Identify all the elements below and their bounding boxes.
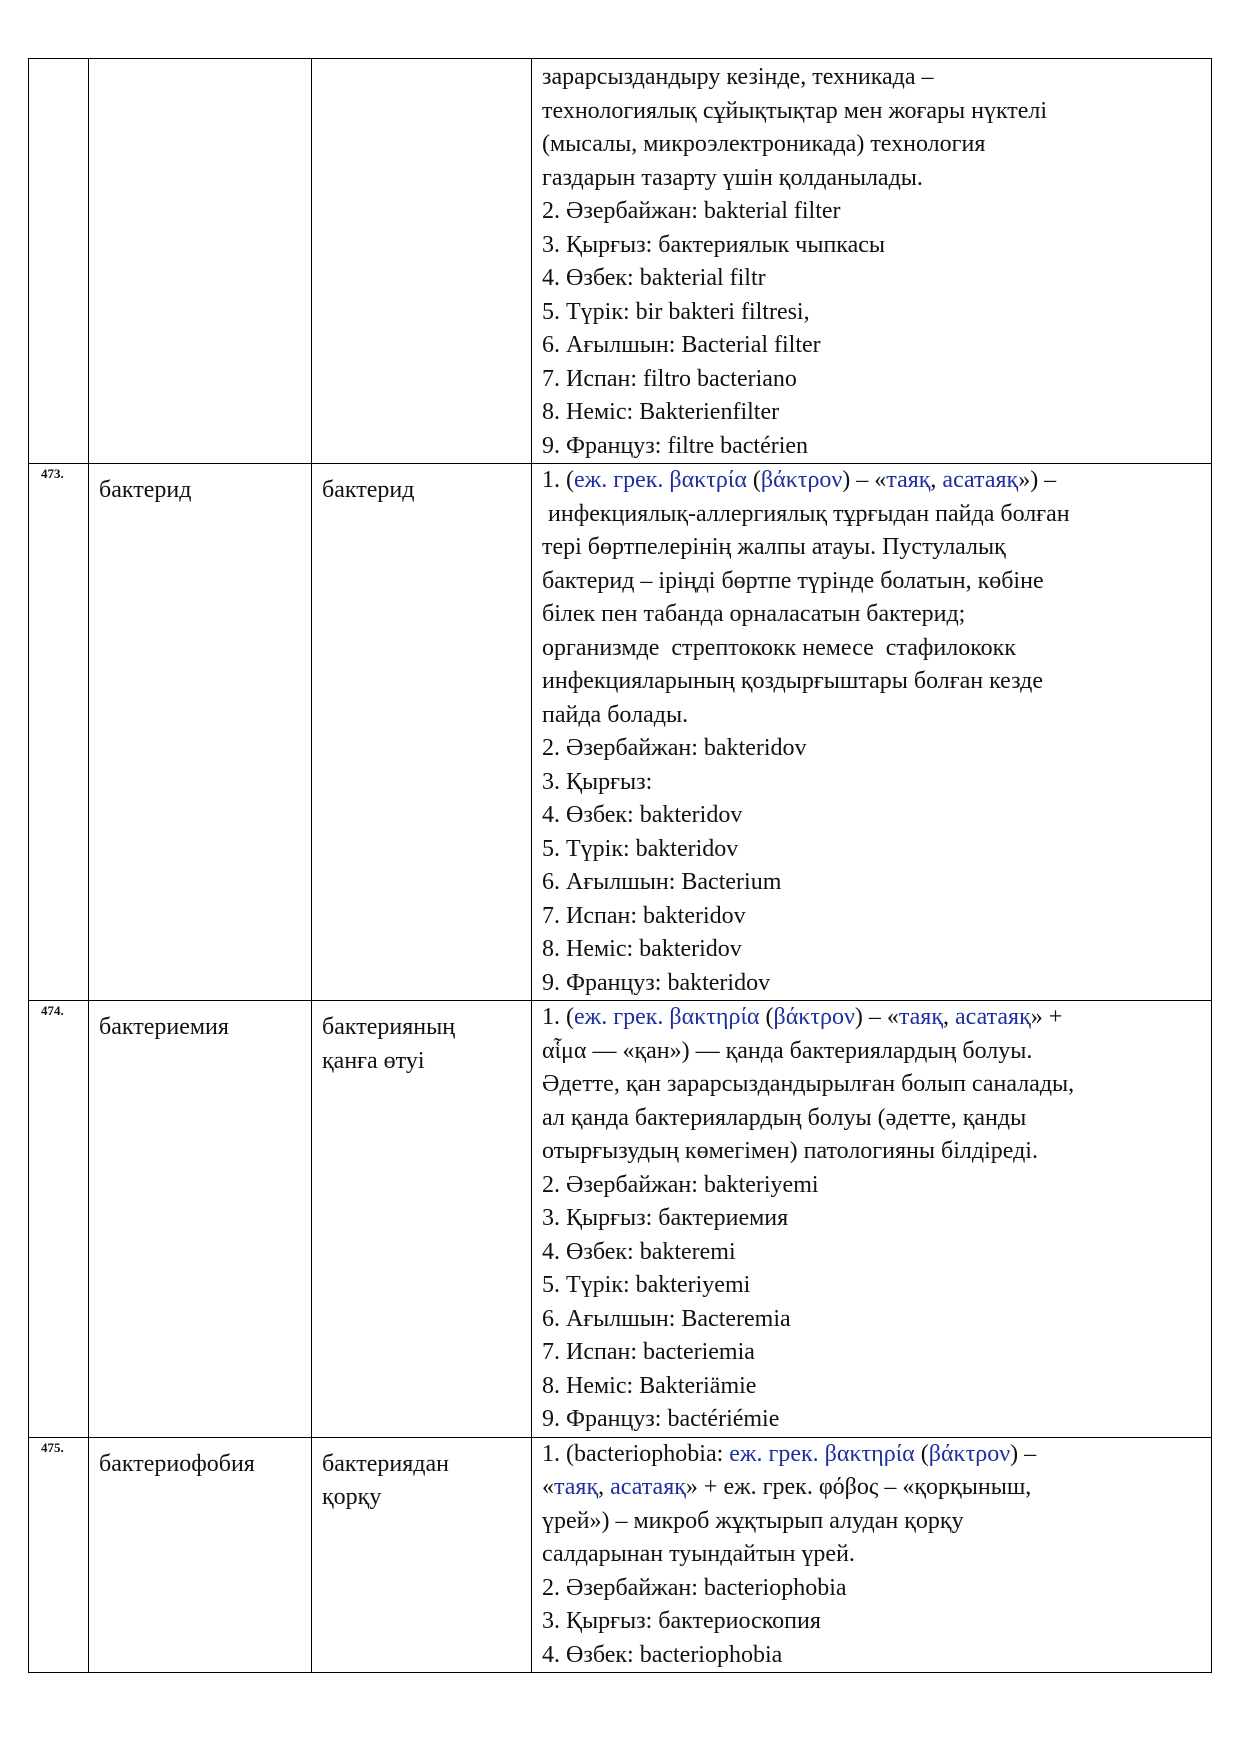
etymology-link[interactable]: асатаяқ [942,467,1019,493]
etymology-link[interactable]: еж. грек. [729,1440,819,1467]
etymology-link[interactable]: βάκτρον [760,467,843,493]
kazakh-term-cell [312,1437,532,1673]
translation-line: 5. Түрік: bir bakteri filtresi, [542,298,810,325]
definition-line: зарарсыздандыру кезінде, техникада – [542,64,934,90]
definition-line: технологиялық сұйықтықтар мен жоғары нүктелі [542,97,1048,124]
translation-line: 6. Ағылшын: Bacterium [542,869,782,895]
kazakh-term: бактерияның [322,1014,456,1040]
term-cell [89,1437,312,1673]
kazakh-term: бактерид [322,477,415,503]
dictionary-table [28,58,1212,1673]
translation-line: 6. Ағылшын: Bacterial filter [542,332,821,358]
entry-number-cell: 475. [29,1437,89,1673]
translation-line: 9. Француз: filtre bactérien [542,432,809,459]
translation-line: 9. Француз: bactériémie [542,1406,780,1432]
translation-line: 9. Француз: bakteridov [542,969,771,996]
definition-line: салдарынан туындайтын үрей. [542,1541,855,1567]
entry-number-cell: 474. [29,1001,89,1438]
definition-line: организмде стрептококк немесе стафилококк [542,634,1016,661]
definition-line: Әдетте, қан зарарсыздандырылған болып саналады, [542,1071,1075,1097]
translation-line: 5. Түрік: bakteridov [542,835,739,862]
translation-line: 3. Қырғыз: бактериемия [542,1205,789,1231]
table-row [29,1437,1212,1673]
translation-line: 7. Испан: filtro bacteriano [542,365,797,392]
definition-line: инфекцияларының қоздырғыштары болған кезде [542,668,1044,694]
definition-line: инфекциялық-аллергиялық тұрғыдан пайда болған [542,500,1070,527]
etymology-link[interactable]: таяқ [554,1474,599,1500]
table-row [29,1001,1212,1438]
translation-line: 7. Испан: bakteridov [542,902,746,929]
etymology-link[interactable]: асатаяқ [954,1004,1031,1030]
translation-line: 2. Әзербайжан: bakterial filter [542,198,841,224]
etymology-link[interactable]: асатаяқ [610,1474,686,1500]
translation-line: 7. Испан: bacteriemia [542,1339,755,1365]
etymology-link[interactable]: βάκτρον [928,1440,1011,1467]
etymology-link[interactable]: βακτηρία [824,1440,915,1467]
kazakh-term-cell [312,59,532,464]
term-cell [89,464,312,1001]
translation-line: 6. Ағылшын: Bacteremia [542,1305,791,1332]
translation-line: 8. Неміс: Bakterienfilter [542,399,780,425]
etymology-link[interactable]: βακτηρία [669,1004,760,1030]
translation-line: 4. Өзбек: bakterial filtr [542,265,766,291]
translation-line: 2. Әзербайжан: bacteriophobia [542,1574,847,1601]
translation-line: 2. Әзербайжан: bakteriyemi [542,1171,819,1198]
translation-line: 3. Қырғыз: [542,768,653,795]
translation-line: 5. Түрік: bakteriyemi [542,1272,751,1298]
term-cell [89,59,312,464]
definition-line: білек пен табанда орналасатын бактерид; [542,601,966,627]
etymology-link[interactable]: βακτρία [669,467,747,493]
translation-line: 8. Неміс: bakteridov [542,936,742,962]
kazakh-term-cell [312,1001,532,1438]
translation-line: 4. Өзбек: bakteremi [542,1238,736,1265]
term: бактериофобия [99,1450,255,1477]
definition-cell [532,59,1212,464]
etymology-link[interactable]: еж. грек. [574,1004,664,1030]
etymology-link[interactable]: βάκτρον [773,1004,855,1030]
kazakh-term: қанға өтуі [322,1047,425,1074]
definition-line: бактерид – іріңді бөртпе түрінде болатын, көбіне [542,567,1044,594]
definition-line: (мысалы, микроэлектроникада) технология [542,131,986,157]
term: бактерид [99,477,192,503]
etymology-link[interactable]: еж. грек. [574,467,664,493]
definition-line: үрей») – микроб жұқтырып алудан қорқу [542,1507,964,1534]
translation-line: 2. Әзербайжан: bakteridov [542,735,807,761]
definition-line: αἷμα — «қан») — қанда бактериялардың болуы. [542,1037,1033,1064]
etymology-line: «таяқ, асатаяқ» + еж. грек. φόβος – «қорқыныш, [542,1474,1032,1500]
translation-line: 4. Өзбек: bacteriophobia [542,1641,783,1668]
entry-number-cell: 473. [29,464,89,1001]
etymology-link[interactable]: таяқ [886,467,931,493]
definition-line: пайда болады. [542,701,689,728]
definition-line: тері бөртпелерінің жалпы атауы. Пустулалық [542,534,1006,560]
translation-line: 8. Неміс: Bakteriämie [542,1372,757,1399]
definition-line: ал қанда бактериялардың болуы (әдетте, қанды [542,1104,1027,1131]
etymology-line: 1. (еж. грек. βακτρία (βάκτρον) – «таяқ, асатаяқ») – [542,467,1057,493]
etymology-link[interactable]: таяқ [898,1004,943,1030]
definition-cell [532,1437,1212,1673]
definition-cell [532,1001,1212,1438]
term: бактериемия [99,1014,229,1040]
etymology-line: 1. (еж. грек. βακτηρία (βάκτρον) – «таяқ, асатаяқ» + [542,1004,1063,1030]
entry-number-cell [29,59,89,464]
translation-line: 3. Қырғыз: бактериоскопия [542,1608,821,1634]
definition-line: газдарын тазарту үшін қолданылады. [542,164,923,191]
translation-line: 3. Қырғыз: бактериялык чыпкасы [542,231,886,258]
kazakh-term-cell [312,464,532,1001]
translation-line: 4. Өзбек: bakteridov [542,802,743,828]
term-cell [89,1001,312,1438]
etymology-line: 1. (bacteriophobia: еж. грек. βακτηρία (βάκτρον) – [542,1440,1037,1467]
table-row [29,464,1212,1001]
table-row [29,59,1212,464]
kazakh-term: бактериядан [322,1450,449,1477]
definition-cell [532,464,1212,1001]
definition-line: отырғызудың көмегімен) патологияны білдіреді. [542,1138,1038,1164]
kazakh-term: қорқу [322,1484,382,1510]
